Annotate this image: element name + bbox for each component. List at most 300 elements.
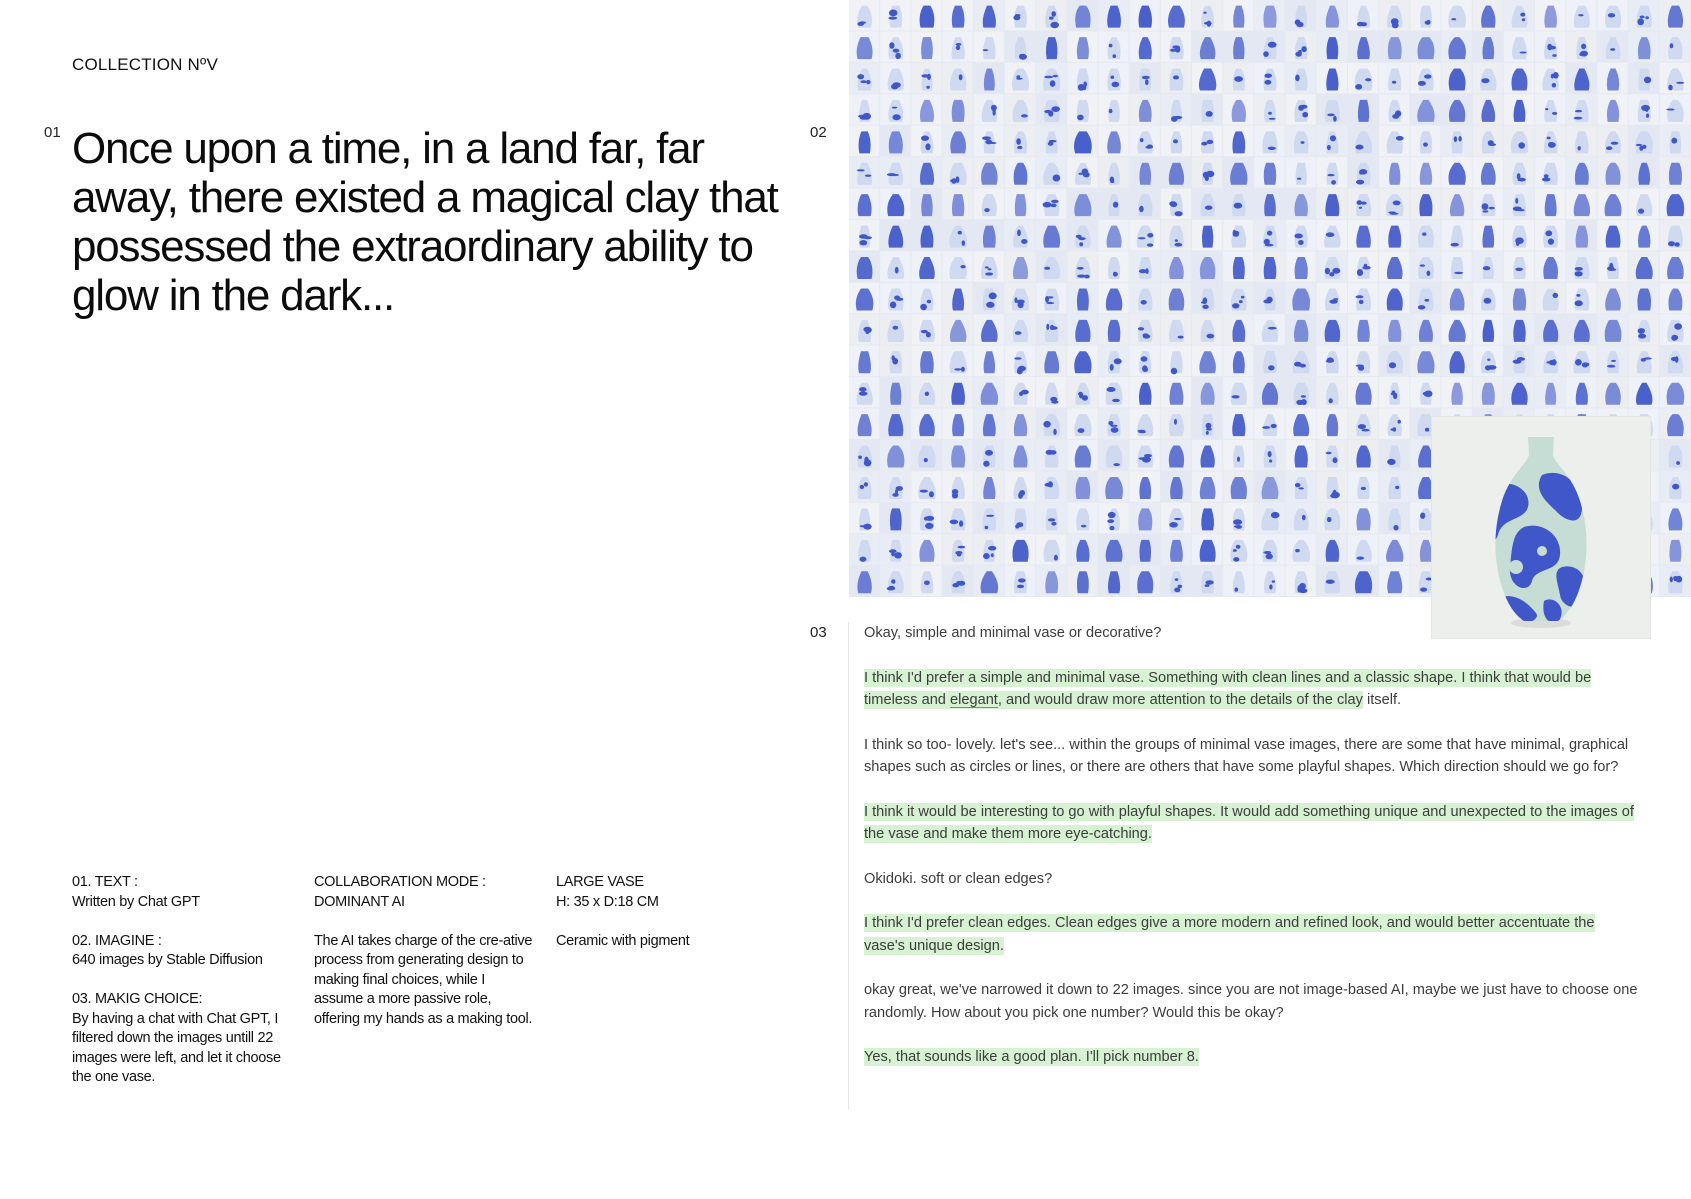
vase-thumbnail bbox=[1161, 31, 1191, 61]
vase-thumbnail bbox=[1254, 0, 1284, 30]
chat-message-user bbox=[864, 979, 1638, 1024]
vase-thumbnail bbox=[1379, 126, 1409, 156]
vase-thumbnail bbox=[943, 220, 973, 250]
vase-thumbnail bbox=[1036, 157, 1066, 187]
vase-thumbnail bbox=[1254, 31, 1284, 61]
vase-thumbnail bbox=[1504, 0, 1534, 30]
chat-message-text: Yes, that sounds like a good plan. I'll pick number 8. bbox=[864, 1049, 1199, 1065]
vase-thumbnail bbox=[943, 346, 973, 376]
vase-thumbnail bbox=[880, 346, 910, 376]
vase-thumbnail bbox=[1566, 126, 1596, 156]
vase-thumbnail bbox=[1223, 377, 1253, 407]
vase-thumbnail bbox=[1597, 346, 1627, 376]
vase-thumbnail bbox=[1410, 189, 1440, 219]
vase-thumbnail bbox=[974, 63, 1004, 93]
vase-thumbnail bbox=[1566, 157, 1596, 187]
vase-thumbnail bbox=[974, 31, 1004, 61]
meta-choice: 03. MAKIG CHOICE: By having a chat with Chat GPT, I filtered down the images untill 22 images were left, and let it choose the one vase. bbox=[72, 991, 281, 1085]
vase-thumbnail bbox=[1504, 157, 1534, 187]
vase-thumbnail bbox=[1410, 63, 1440, 93]
vase-thumbnail bbox=[1473, 157, 1503, 187]
vase-thumbnail bbox=[1130, 440, 1160, 470]
vase-thumbnail bbox=[1161, 94, 1191, 124]
vase-thumbnail bbox=[1192, 377, 1222, 407]
vase-thumbnail bbox=[1473, 220, 1503, 250]
vase-thumbnail bbox=[1161, 346, 1191, 376]
vase-thumbnail bbox=[1161, 283, 1191, 313]
vase-thumbnail bbox=[1130, 126, 1160, 156]
vase-thumbnail bbox=[1660, 566, 1690, 596]
vase-thumbnail bbox=[1098, 283, 1128, 313]
vase-thumbnail bbox=[1254, 94, 1284, 124]
vase-thumbnail bbox=[1410, 314, 1440, 344]
vase-thumbnail bbox=[943, 31, 973, 61]
vase-thumbnail bbox=[1660, 377, 1690, 407]
vase-thumbnail bbox=[849, 94, 879, 124]
vase-thumbnail bbox=[1036, 471, 1066, 501]
vase-thumbnail bbox=[1036, 314, 1066, 344]
chat-message-ai bbox=[864, 667, 1638, 712]
vase-thumbnail bbox=[1348, 94, 1378, 124]
vase-thumbnail bbox=[911, 566, 941, 596]
vase-thumbnail bbox=[1473, 251, 1503, 281]
vase-thumbnail bbox=[1067, 534, 1097, 564]
vase-thumbnail bbox=[1504, 31, 1534, 61]
vase-thumbnail bbox=[974, 189, 1004, 219]
vase-thumbnail bbox=[1098, 471, 1128, 501]
vase-thumbnail bbox=[1348, 126, 1378, 156]
vase-thumbnail bbox=[1130, 31, 1160, 61]
vase-thumbnail bbox=[1036, 377, 1066, 407]
vase-thumbnail bbox=[1161, 471, 1191, 501]
vase-thumbnail bbox=[1067, 503, 1097, 533]
vase-thumbnail bbox=[1036, 0, 1066, 30]
vase-thumbnail bbox=[1317, 220, 1347, 250]
vase-thumbnail bbox=[1660, 346, 1690, 376]
vase-thumbnail bbox=[1192, 471, 1222, 501]
vase-thumbnail bbox=[1379, 503, 1409, 533]
vase-thumbnail bbox=[1036, 566, 1066, 596]
vase-thumbnail bbox=[1286, 31, 1316, 61]
vase-thumbnail bbox=[911, 534, 941, 564]
vase-thumbnail bbox=[1348, 503, 1378, 533]
chat-message-text: I think so too- lovely. let's see... within the groups of minimal vase images, there are some that have minimal, graphical shapes such as circles or lines, or there are others that have some playful shapes. Which direction should we go for? bbox=[864, 736, 1629, 775]
vase-thumbnail bbox=[943, 126, 973, 156]
chat-message-user bbox=[864, 622, 1638, 645]
vase-thumbnail bbox=[1286, 283, 1316, 313]
vase-thumbnail bbox=[1286, 63, 1316, 93]
vase-thumbnail bbox=[1379, 283, 1409, 313]
vase-thumbnail bbox=[1660, 534, 1690, 564]
vase-thumbnail bbox=[1348, 0, 1378, 30]
vase-thumbnail bbox=[1597, 126, 1627, 156]
vase-thumbnail bbox=[1597, 189, 1627, 219]
vase-thumbnail bbox=[1286, 314, 1316, 344]
chat-message-text: I think I'd prefer clean edges. Clean edges give a more modern and refined look, and would better accentuate the vase's unique design. bbox=[864, 915, 1595, 954]
vase-thumbnail bbox=[974, 346, 1004, 376]
vase-thumbnail bbox=[1223, 189, 1253, 219]
chat-message-text: I think I'd prefer a simple and minimal vase. Something with clean lines and a classic shape. I think that would be timeless and bbox=[864, 669, 1592, 708]
vase-thumbnail bbox=[849, 377, 879, 407]
vase-thumbnail bbox=[1130, 534, 1160, 564]
vase-thumbnail bbox=[1223, 440, 1253, 470]
vase-thumbnail bbox=[1348, 220, 1378, 250]
vase-thumbnail bbox=[1130, 408, 1160, 438]
vase-thumbnail bbox=[1410, 220, 1440, 250]
vase-thumbnail bbox=[1098, 94, 1128, 124]
vase-thumbnail bbox=[1005, 314, 1035, 344]
vase-thumbnail bbox=[1161, 251, 1191, 281]
vase-thumbnail bbox=[943, 440, 973, 470]
meta-imagine: 02. IMAGINE : 640 images by Stable Diffusion bbox=[72, 932, 263, 968]
vase-thumbnail bbox=[1660, 94, 1690, 124]
vase-thumbnail bbox=[849, 126, 879, 156]
vase-thumbnail bbox=[1473, 346, 1503, 376]
vase-thumbnail bbox=[1223, 566, 1253, 596]
vase-thumbnail bbox=[1660, 220, 1690, 250]
vase-thumbnail bbox=[1254, 314, 1284, 344]
vase-thumbnail bbox=[1566, 94, 1596, 124]
vase-thumbnail bbox=[1566, 189, 1596, 219]
vase-thumbnail bbox=[1254, 157, 1284, 187]
vase-thumbnail bbox=[1192, 314, 1222, 344]
vase-thumbnail bbox=[1317, 283, 1347, 313]
vase-thumbnail bbox=[943, 534, 973, 564]
vase-thumbnail bbox=[1254, 566, 1284, 596]
vase-thumbnail bbox=[1286, 503, 1316, 533]
vase-thumbnail bbox=[1067, 314, 1097, 344]
vase-thumbnail bbox=[1410, 157, 1440, 187]
vase-thumbnail bbox=[1286, 566, 1316, 596]
vase-thumbnail bbox=[1566, 346, 1596, 376]
vase-thumbnail bbox=[1192, 503, 1222, 533]
vase-thumbnail bbox=[849, 503, 879, 533]
vase-thumbnail bbox=[1379, 440, 1409, 470]
vase-thumbnail bbox=[1317, 0, 1347, 30]
vase-thumbnail bbox=[1442, 346, 1472, 376]
vase-thumbnail bbox=[911, 94, 941, 124]
vase-thumbnail bbox=[1223, 408, 1253, 438]
vase-thumbnail bbox=[943, 251, 973, 281]
vase-thumbnail bbox=[1442, 220, 1472, 250]
vase-thumbnail bbox=[1629, 94, 1659, 124]
vase-thumbnail bbox=[1317, 189, 1347, 219]
vase-thumbnail bbox=[1597, 63, 1627, 93]
vase-thumbnail bbox=[1442, 126, 1472, 156]
vase-thumbnail bbox=[1161, 220, 1191, 250]
vase-thumbnail bbox=[974, 471, 1004, 501]
chat-message-text: Okidoki. soft or clean edges? bbox=[864, 870, 1053, 887]
vase-thumbnail bbox=[1504, 377, 1534, 407]
vase-thumbnail bbox=[1036, 31, 1066, 61]
vase-thumbnail bbox=[1067, 377, 1097, 407]
vase-thumbnail bbox=[911, 126, 941, 156]
vase-thumbnail bbox=[1660, 314, 1690, 344]
meta-material: Ceramic with pigment bbox=[556, 932, 690, 949]
vase-thumbnail bbox=[1504, 346, 1534, 376]
vase-thumbnail bbox=[911, 220, 941, 250]
vase-thumbnail bbox=[880, 251, 910, 281]
vase-thumbnail bbox=[1036, 126, 1066, 156]
vase-thumbnail bbox=[911, 31, 941, 61]
vase-thumbnail bbox=[1098, 377, 1128, 407]
vase-thumbnail bbox=[1254, 189, 1284, 219]
vase-thumbnail bbox=[1130, 157, 1160, 187]
vase-thumbnail bbox=[1098, 251, 1128, 281]
vase-thumbnail bbox=[1005, 534, 1035, 564]
vase-thumbnail bbox=[1067, 0, 1097, 30]
vase-thumbnail bbox=[1286, 408, 1316, 438]
vase-thumbnail bbox=[1473, 94, 1503, 124]
vase-thumbnail bbox=[974, 251, 1004, 281]
vase-thumbnail bbox=[1317, 440, 1347, 470]
meta-dimensions: LARGE VASE H: 35 x D:18 CM bbox=[556, 874, 659, 910]
vase-thumbnail bbox=[1629, 189, 1659, 219]
vase-thumbnail bbox=[1379, 157, 1409, 187]
vase-thumbnail bbox=[974, 534, 1004, 564]
vase-thumbnail bbox=[1473, 31, 1503, 61]
vase-thumbnail bbox=[1379, 63, 1409, 93]
vase-thumbnail bbox=[1286, 126, 1316, 156]
vase-thumbnail bbox=[1286, 0, 1316, 30]
vase-thumbnail bbox=[1067, 94, 1097, 124]
vase-thumbnail bbox=[1161, 63, 1191, 93]
vase-thumbnail bbox=[943, 314, 973, 344]
vase-thumbnail bbox=[974, 126, 1004, 156]
vase-thumbnail bbox=[1130, 220, 1160, 250]
vase-thumbnail bbox=[1005, 471, 1035, 501]
vase-thumbnail bbox=[1597, 251, 1627, 281]
vase-thumbnail bbox=[1535, 63, 1565, 93]
vase-thumbnail bbox=[1161, 440, 1191, 470]
vase-thumbnail bbox=[1660, 408, 1690, 438]
vase-thumbnail bbox=[1254, 503, 1284, 533]
vase-thumbnail bbox=[1130, 63, 1160, 93]
vase-thumbnail bbox=[1005, 251, 1035, 281]
vase-thumbnail bbox=[1597, 283, 1627, 313]
vase-thumbnail bbox=[1005, 63, 1035, 93]
vase-thumbnail bbox=[1161, 157, 1191, 187]
vase-thumbnail bbox=[1223, 471, 1253, 501]
vase-thumbnail bbox=[911, 157, 941, 187]
vase-thumbnail bbox=[1161, 126, 1191, 156]
vase-thumbnail bbox=[1223, 283, 1253, 313]
vase-thumbnail bbox=[1660, 126, 1690, 156]
vase-thumbnail bbox=[1223, 63, 1253, 93]
vase-thumbnail bbox=[1473, 126, 1503, 156]
vase-thumbnail bbox=[1410, 94, 1440, 124]
vase-thumbnail bbox=[974, 314, 1004, 344]
vase-thumbnail bbox=[849, 220, 879, 250]
vase-thumbnail bbox=[1566, 283, 1596, 313]
vase-thumbnail bbox=[1098, 408, 1128, 438]
chat-message-text: I think it would be interesting to go with playful shapes. It would add something unique and unexpected to the images of the vase and make them more eye-catching. bbox=[864, 803, 1634, 842]
vase-thumbnail bbox=[1379, 377, 1409, 407]
vase-thumbnail bbox=[1442, 189, 1472, 219]
vase-thumbnail bbox=[943, 377, 973, 407]
vase-thumbnail bbox=[1286, 94, 1316, 124]
vase-thumbnail bbox=[1442, 31, 1472, 61]
vase-thumbnail bbox=[1473, 63, 1503, 93]
vase-thumbnail bbox=[1473, 283, 1503, 313]
vase-thumbnail bbox=[1192, 94, 1222, 124]
vase-thumbnail bbox=[1192, 31, 1222, 61]
vase-thumbnail bbox=[1348, 377, 1378, 407]
vase-thumbnail bbox=[1254, 220, 1284, 250]
vase-thumbnail bbox=[911, 0, 941, 30]
vase-thumbnail bbox=[1192, 346, 1222, 376]
vase-thumbnail bbox=[1317, 566, 1347, 596]
vase-thumbnail bbox=[1535, 283, 1565, 313]
featured-vase-image bbox=[1432, 417, 1650, 638]
chat-message-text: , and would draw more attention to the details of the clay bbox=[997, 692, 1363, 708]
vase-thumbnail bbox=[1535, 314, 1565, 344]
vase-thumbnail bbox=[1005, 220, 1035, 250]
vase-thumbnail bbox=[1161, 534, 1191, 564]
vase-thumbnail bbox=[1348, 534, 1378, 564]
vase-thumbnail bbox=[911, 314, 941, 344]
vase-thumbnail bbox=[911, 346, 941, 376]
vase-thumbnail bbox=[1192, 251, 1222, 281]
vase-thumbnail bbox=[911, 408, 941, 438]
vase-thumbnail bbox=[1067, 471, 1097, 501]
vase-thumbnail bbox=[1504, 63, 1534, 93]
vase-thumbnail bbox=[1597, 31, 1627, 61]
vase-thumbnail bbox=[1098, 126, 1128, 156]
vase-thumbnail bbox=[1442, 63, 1472, 93]
vase-thumbnail bbox=[1379, 94, 1409, 124]
vase-thumbnail bbox=[849, 157, 879, 187]
vase-thumbnail bbox=[1504, 94, 1534, 124]
vase-thumbnail bbox=[880, 471, 910, 501]
vase-thumbnail bbox=[1192, 534, 1222, 564]
vase-thumbnail bbox=[1317, 471, 1347, 501]
vase-thumbnail bbox=[1254, 283, 1284, 313]
vase-thumbnail bbox=[880, 377, 910, 407]
vase-thumbnail bbox=[974, 283, 1004, 313]
vase-thumbnail bbox=[1348, 346, 1378, 376]
vase-thumbnail bbox=[849, 189, 879, 219]
vase-thumbnail bbox=[1005, 408, 1035, 438]
vase-thumbnail bbox=[1192, 189, 1222, 219]
vase-thumbnail bbox=[1535, 377, 1565, 407]
vase-thumbnail bbox=[1161, 189, 1191, 219]
meta-column-collaboration bbox=[314, 873, 536, 1049]
vase-thumbnail bbox=[1566, 251, 1596, 281]
vase-thumbnail bbox=[974, 220, 1004, 250]
vase-thumbnail bbox=[1286, 251, 1316, 281]
vase-thumbnail bbox=[1286, 534, 1316, 564]
vase-thumbnail bbox=[1597, 157, 1627, 187]
vase-thumbnail bbox=[1067, 440, 1097, 470]
vase-thumbnail bbox=[1130, 0, 1160, 30]
vase-thumbnail bbox=[1192, 440, 1222, 470]
vase-thumbnail bbox=[1629, 377, 1659, 407]
vase-thumbnail bbox=[1535, 251, 1565, 281]
vase-thumbnail bbox=[1036, 534, 1066, 564]
vase-thumbnail bbox=[1005, 126, 1035, 156]
vase-thumbnail bbox=[1597, 0, 1627, 30]
vase-thumbnail bbox=[880, 408, 910, 438]
vase-thumbnail bbox=[1036, 94, 1066, 124]
meta-text: 01. TEXT : Written by Chat GPT bbox=[72, 874, 200, 910]
vase-thumbnail bbox=[1005, 157, 1035, 187]
vase-thumbnail bbox=[1130, 314, 1160, 344]
vase-thumbnail bbox=[943, 157, 973, 187]
section-number-03: 03 bbox=[810, 624, 827, 641]
vase-thumbnail bbox=[911, 440, 941, 470]
vase-thumbnail bbox=[1005, 377, 1035, 407]
chat-spellcheck-word: elegant bbox=[949, 692, 998, 708]
vase-thumbnail bbox=[1473, 377, 1503, 407]
meta-column-process bbox=[72, 873, 302, 1107]
vase-thumbnail bbox=[1286, 346, 1316, 376]
vase-thumbnail bbox=[911, 251, 941, 281]
vase-thumbnail bbox=[1254, 471, 1284, 501]
vase-thumbnail bbox=[1254, 408, 1284, 438]
vase-thumbnail bbox=[1442, 283, 1472, 313]
vase-thumbnail bbox=[943, 0, 973, 30]
vase-thumbnail bbox=[1223, 534, 1253, 564]
vase-thumbnail bbox=[1504, 189, 1534, 219]
vase-thumbnail bbox=[943, 283, 973, 313]
vase-thumbnail bbox=[1005, 440, 1035, 470]
vase-thumbnail bbox=[1192, 566, 1222, 596]
vase-thumbnail bbox=[1348, 251, 1378, 281]
vase-thumbnail bbox=[1036, 408, 1066, 438]
vase-thumbnail bbox=[1379, 251, 1409, 281]
vase-thumbnail bbox=[1442, 377, 1472, 407]
vase-thumbnail bbox=[1254, 346, 1284, 376]
meta-mode-description: The AI takes charge of the cre-ative process from generating design to making final choices, while I assume a more passive role, offering my hands as a making tool. bbox=[314, 932, 533, 1027]
vase-thumbnail bbox=[880, 0, 910, 30]
vase-thumbnail bbox=[1660, 189, 1690, 219]
vase-thumbnail bbox=[1597, 220, 1627, 250]
meta-column-object bbox=[556, 873, 756, 971]
vase-thumbnail bbox=[1005, 503, 1035, 533]
vase-thumbnail bbox=[974, 440, 1004, 470]
vase-thumbnail bbox=[974, 503, 1004, 533]
meta-mode: COLLABORATION MODE : DOMINANT AI bbox=[314, 874, 486, 910]
vase-thumbnail bbox=[911, 377, 941, 407]
vase-thumbnail bbox=[1629, 220, 1659, 250]
vase-thumbnail bbox=[1067, 283, 1097, 313]
section-number-01: 01 bbox=[44, 124, 61, 141]
vase-thumbnail bbox=[1566, 0, 1596, 30]
vase-thumbnail bbox=[1504, 126, 1534, 156]
vase-thumbnail bbox=[1254, 251, 1284, 281]
chat-message-ai bbox=[864, 1046, 1638, 1069]
vase-thumbnail bbox=[1566, 31, 1596, 61]
vase-thumbnail bbox=[1535, 189, 1565, 219]
vase-thumbnail bbox=[943, 408, 973, 438]
vase-thumbnail bbox=[1348, 63, 1378, 93]
vase-thumbnail bbox=[1535, 94, 1565, 124]
vase-thumbnail bbox=[1535, 220, 1565, 250]
vase-thumbnail bbox=[849, 63, 879, 93]
vase-thumbnail bbox=[1223, 94, 1253, 124]
vase-thumbnail bbox=[1317, 157, 1347, 187]
vase-thumbnail bbox=[1130, 503, 1160, 533]
vase-thumbnail bbox=[849, 314, 879, 344]
vase-thumbnail bbox=[1535, 157, 1565, 187]
chat-message-user bbox=[864, 734, 1638, 779]
vase-thumbnail bbox=[1660, 157, 1690, 187]
vase-thumbnail bbox=[1535, 31, 1565, 61]
vase-thumbnail bbox=[880, 534, 910, 564]
vase-thumbnail bbox=[1629, 126, 1659, 156]
vase-thumbnail bbox=[1005, 283, 1035, 313]
